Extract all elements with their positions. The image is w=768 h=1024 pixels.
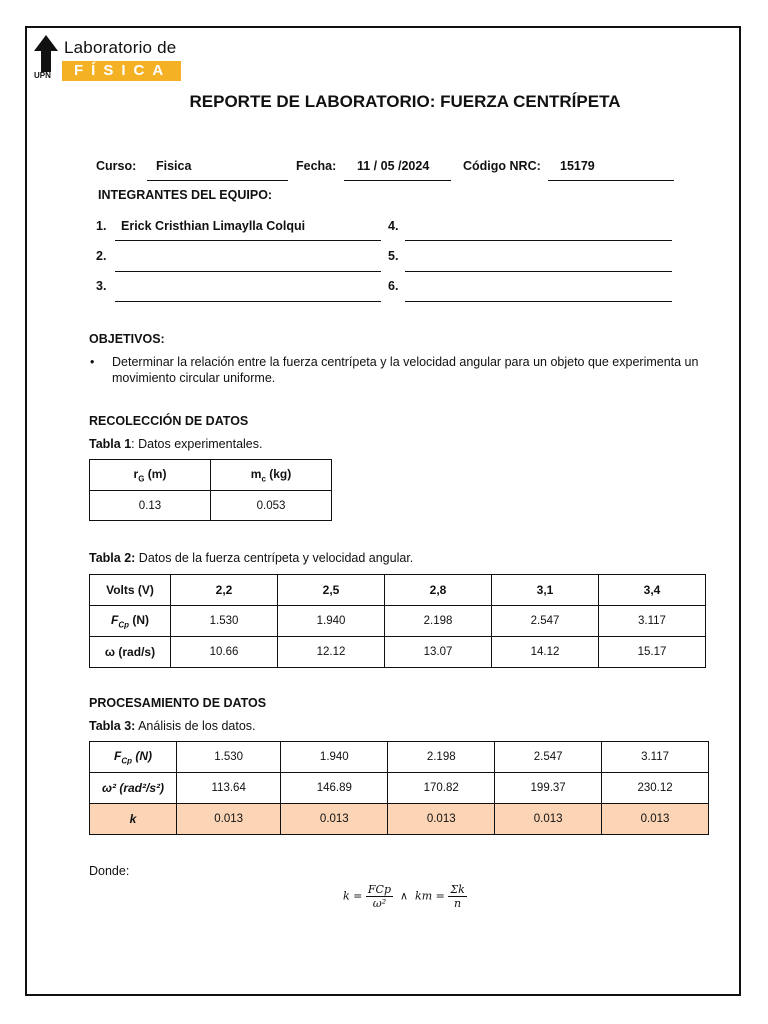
tabla3-k-label: k [90, 804, 177, 835]
tabla3-k-cell: 0.013 [495, 804, 602, 835]
fecha-underline [344, 180, 451, 181]
member-6-num: 6. [388, 279, 399, 293]
donde-label: Donde: [89, 864, 130, 878]
logo-line1: Laboratorio de [64, 38, 177, 57]
tabla3-k-cell: 0.013 [177, 804, 281, 835]
formula-frac1 [366, 883, 393, 910]
member-5-line[interactable] [405, 271, 672, 272]
tabla3-fcp-cell: 2.547 [495, 742, 602, 773]
curso-underline [147, 180, 288, 181]
tabla3 [89, 741, 709, 835]
tabla2-volts-cell: 2,5 [278, 575, 385, 606]
tabla2-volts-cell: 3,1 [492, 575, 599, 606]
tabla2-omega-cell: 13.07 [385, 637, 492, 668]
fecha-value[interactable]: 11 / 05 /2024 [357, 159, 430, 173]
formula-den1: ω² [372, 897, 387, 910]
tabla3-w2-cell: 230.12 [602, 773, 709, 804]
member-5-num: 5. [388, 249, 399, 263]
tabla3-fcp-cell: 1.940 [281, 742, 388, 773]
tabla2-fcp-cell: 2.547 [492, 606, 599, 637]
tabla1-header-rg: $r_G$ (m) [90, 460, 211, 491]
tabla3-fcp-label: $F_{Cp}$ (N) [90, 742, 177, 773]
tabla1-header-mc: $m_c$ (kg) [211, 460, 332, 491]
tabla3-k-cell: 0.013 [281, 804, 388, 835]
tabla3-fcp-cell: 2.198 [388, 742, 495, 773]
tabla1-caption-text: : Datos experimentales. [131, 437, 263, 451]
tabla2-caption-text: Datos de la fuerza centrípeta y velocidad angular. [135, 551, 414, 565]
objetivos-line2: movimiento circular uniforme. [112, 371, 276, 385]
member-3-line[interactable] [115, 301, 381, 302]
tabla2-fcp-cell: 2.198 [385, 606, 492, 637]
formula-den2: n [454, 897, 462, 910]
fecha-label: Fecha: [296, 159, 337, 173]
tabla3-fcp-cell: 1.530 [177, 742, 281, 773]
tabla1 [89, 459, 332, 521]
tabla3-k-cell: 0.013 [602, 804, 709, 835]
procesamiento-heading: PROCESAMIENTO DE DATOS [89, 696, 267, 710]
tabla2-fcp-label: $F_{Cp}$ (N) [90, 606, 171, 637]
tabla2 [89, 574, 706, 668]
member-1-name[interactable]: Erick Cristhian Limaylla Colqui [121, 219, 306, 233]
tabla2-fcp-cell: 1.530 [171, 606, 278, 637]
tabla3-w2-cell: 170.82 [388, 773, 495, 804]
member-3-num: 3. [96, 279, 107, 293]
team-heading: INTEGRANTES DEL EQUIPO: [98, 188, 273, 202]
formula-frac2 [448, 883, 466, 910]
logo-line2: FÍSICA [62, 61, 181, 81]
tabla2-fcp-cell: 1.940 [278, 606, 385, 637]
formula-num2: Σk [450, 883, 465, 896]
tabla2-omega-cell: 10.66 [171, 637, 278, 668]
formula-k: k = [343, 889, 363, 903]
tabla1-cell: 0.13 [90, 491, 211, 521]
tabla3-caption [89, 719, 256, 733]
tabla2-omega-label: ω (rad/s) [90, 637, 171, 668]
member-1-num: 1. [96, 219, 107, 233]
nrc-underline [548, 180, 674, 181]
tabla1-caption [89, 437, 262, 451]
tabla2-omega-cell: 15.17 [599, 637, 706, 668]
tabla2-fcp-cell: 3.117 [599, 606, 706, 637]
tabla3-w2-cell: 113.64 [177, 773, 281, 804]
tabla3-w2-cell: 146.89 [281, 773, 388, 804]
member-4-line[interactable] [405, 240, 672, 241]
tabla2-omega-cell: 14.12 [492, 637, 599, 668]
member-6-line[interactable] [405, 301, 672, 302]
curso-value[interactable]: Fisica [156, 159, 192, 173]
objetivos-heading: OBJETIVOS: [89, 332, 165, 346]
tabla2-caption [89, 551, 413, 565]
recoleccion-heading: RECOLECCIÓN DE DATOS [89, 414, 249, 428]
nrc-value[interactable]: 15179 [560, 159, 595, 173]
member-1-line [115, 240, 381, 241]
tabla2-volts-cell: 2,8 [385, 575, 492, 606]
tabla3-k-cell: 0.013 [388, 804, 495, 835]
tabla3-caption-text: Análisis de los datos. [135, 719, 256, 733]
tabla3-label: Tabla 3: [89, 719, 136, 733]
tabla1-cell: 0.053 [211, 491, 332, 521]
tabla2-volts-cell: 3,4 [599, 575, 706, 606]
formula-num1: FCp [367, 883, 391, 896]
member-4-num: 4. [388, 219, 399, 233]
tabla2-volts-cell: 2,2 [171, 575, 278, 606]
tabla3-w2-cell: 199.37 [495, 773, 602, 804]
nrc-label: Código NRC: [463, 159, 541, 173]
logo-upn-text: UPN [34, 71, 51, 80]
curso-label: Curso: [96, 159, 137, 173]
page-title: REPORTE DE LABORATORIO: FUERZA CENTRÍPETA [189, 92, 621, 111]
formula-km: km = [415, 889, 445, 903]
tabla3-fcp-cell: 3.117 [602, 742, 709, 773]
tabla1-label: Tabla 1 [89, 437, 132, 451]
member-2-num: 2. [96, 249, 107, 263]
objetivos-bullet: • [90, 355, 95, 369]
formula [343, 883, 467, 910]
tabla3-w2-label: ω² (rad²/s²) [90, 773, 177, 804]
objetivos-line1: Determinar la relación entre la fuerza centrípeta y la velocidad angular para un objeto que experimenta un [112, 355, 699, 369]
tabla2-label: Tabla 2: [89, 551, 136, 565]
formula-and: ∧ [399, 889, 409, 903]
tabla2-volts-label: Volts (V) [90, 575, 171, 606]
tabla2-omega-cell: 12.12 [278, 637, 385, 668]
member-2-line[interactable] [115, 271, 381, 272]
